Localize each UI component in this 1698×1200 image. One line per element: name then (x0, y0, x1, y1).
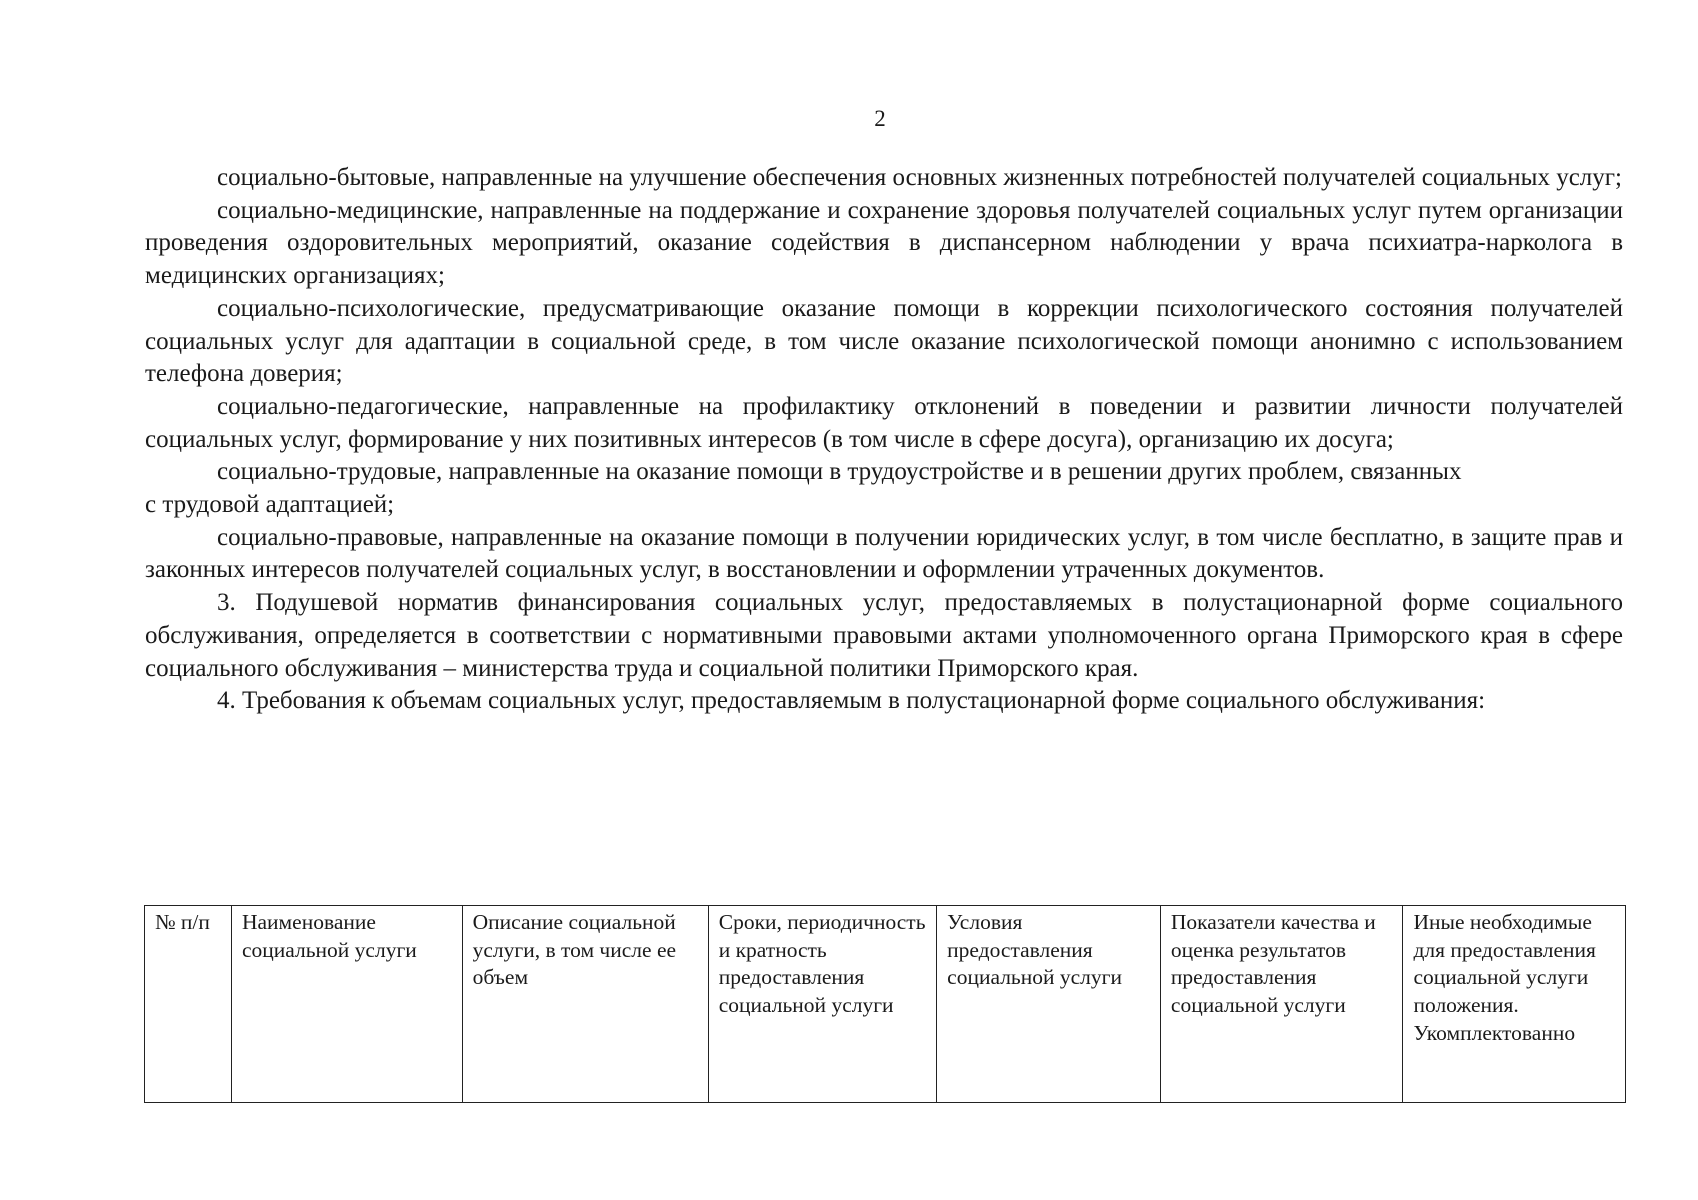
header-quality-indicators: Показатели качества и оценка результатов предоставления социальной услуги (1160, 906, 1403, 1103)
paragraph-social-household: социально-бытовые, направленные на улучшение обеспечения основных жизненных потребностей получателей социальных услуг; (217, 164, 1622, 191)
services-table (144, 905, 1626, 1103)
header-other-provisions: Иные необходимые для предоставления социальной услуги положения. Укомплектованно (1403, 906, 1626, 1103)
paragraph-volume-requirements: 4. Требования к объемам социальных услуг, предоставляемым в полустационарной форме социального обслуживания: (217, 687, 1486, 715)
header-service-description: Описание социальной услуги, в том числе ее объем (462, 906, 708, 1103)
paragraph-social-legal: социально-правовые, направленные на оказание помощи в получении юридических услуг, в том числе бесплатно, в защите прав и законных интересов получателей социальных услуг, в восстановлении и оформлении утраченных документов. (145, 523, 1623, 584)
paragraph-social-pedagogical: социально-педагогические, направленные на профилактику отклонений в поведении и развитии личности получателей социальных услуг, формирование у них позитивных интересов (в том числе в сфере досуга), организацию их досуга; (145, 392, 1623, 453)
header-number: № п/п (145, 906, 232, 1103)
header-service-name: Наименование социальной услуги (231, 906, 462, 1103)
document-body (145, 162, 1623, 718)
header-conditions: Условия предоставления социальной услуги (937, 906, 1161, 1103)
paragraph-funding-standard: 3. Подушевой норматив финансирования социальных услуг, предоставляемых в полустационарной форме социального обслуживания, определяется в соответствии с нормативными правовыми актами уполномоченного органа Приморского края в сфере социального обслуживания – министерства труда и социальной политики Приморского края. (145, 589, 1623, 682)
paragraph-social-psychological: социально-психологические, предусматривающие оказание помощи в коррекции психологического состояния получателей социальных услуг для адаптации в социальной среде, в том числе оказание психологической помощи анонимно с использованием телефона доверия; (145, 294, 1623, 388)
header-terms-frequency: Сроки, периодичность и кратность предоставления социальной услуги (708, 906, 936, 1103)
table-header-row (145, 906, 1626, 1103)
paragraph-social-medical: социально-медицинские, направленные на поддержание и сохранение здоровья получателей социальных услуг путем организации проведения оздоровительных мероприятий, оказание содействия в диспансерном наблюдении у врача психиатра-нарколога в медицинских организациях; (145, 196, 1623, 290)
paragraph-social-labor: социально-трудовые, направленные на оказание помощи в трудоустройстве и в решении других проблем, связанных (217, 458, 1462, 486)
page-number: 2 (874, 106, 886, 131)
paragraph-social-labor-continuation: с трудовой адаптацией; (145, 491, 395, 519)
